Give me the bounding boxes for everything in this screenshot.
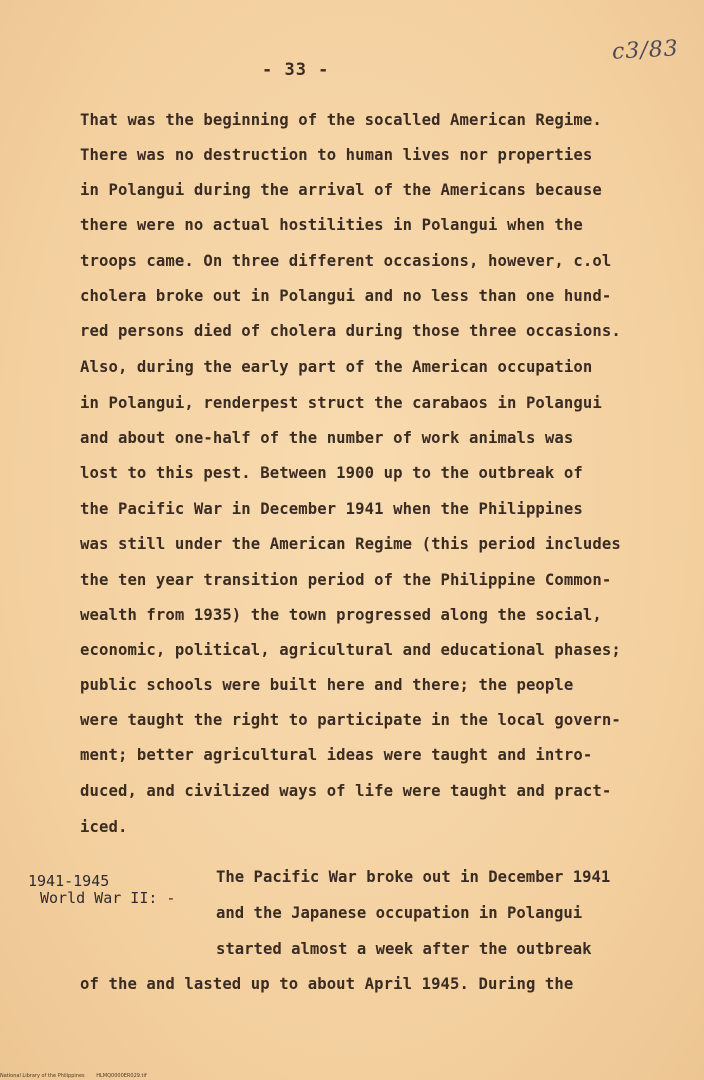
body-line: lost to this pest. Between 1900 up to the outbreak of xyxy=(80,464,583,482)
body-line: the ten year transition period of the Philippine Common- xyxy=(80,571,612,589)
body-line: There was no destruction to human lives nor properties xyxy=(80,146,593,164)
body-line: public schools were built here and there; the people xyxy=(80,676,574,694)
section-last-line: of the and lasted up to about April 1945. During the xyxy=(80,975,574,993)
body-line: ment; better agricultural ideas were taught and intro- xyxy=(80,746,593,764)
body-line: red persons died of cholera during those three occasions. xyxy=(80,322,621,340)
body-line: troops came. On three different occasions, however, c.ol xyxy=(80,252,612,270)
body-line: iced. xyxy=(80,818,128,836)
body-line: in Polangui, renderpest struct the carabaos in Polangui xyxy=(80,394,602,412)
body-line: were taught the right to participate in the local govern- xyxy=(80,711,621,729)
body-line: there were no actual hostilities in Polangui when the xyxy=(80,216,583,234)
section-line: started almost a week after the outbreak xyxy=(216,940,592,958)
body-line: economic, political, agricultural and educational phases; xyxy=(80,641,621,659)
body-line: Also, during the early part of the American occupation xyxy=(80,358,593,376)
archive-reference-mark: c3/83 xyxy=(611,36,680,65)
page-number: - 33 - xyxy=(262,60,330,80)
section-side-years: 1941-1945 xyxy=(28,872,110,890)
body-line: the Pacific War in December 1941 when the Philippines xyxy=(80,500,583,518)
body-line: wealth from 1935) the town progressed along the social, xyxy=(80,606,602,624)
body-line: and about one-half of the number of work animals was xyxy=(80,429,574,447)
footer-file-id: HLMQ0000ER029.tif xyxy=(96,1073,147,1079)
footer-library: National Library of the Philippines xyxy=(0,1073,85,1079)
body-line: in Polangui during the arrival of the Americans because xyxy=(80,181,602,199)
section-line: The Pacific War broke out in December 1941 xyxy=(216,868,611,886)
section-side-title: World War II: - xyxy=(40,889,176,907)
scan-footer xyxy=(0,1073,157,1079)
section-line: and the Japanese occupation in Polangui xyxy=(216,904,583,922)
body-line: cholera broke out in Polangui and no less than one hund- xyxy=(80,287,612,305)
body-line: was still under the American Regime (this period includes xyxy=(80,535,621,553)
body-line: That was the beginning of the socalled American Regime. xyxy=(80,111,602,129)
body-line: duced, and civilized ways of life were taught and pract- xyxy=(80,782,612,800)
